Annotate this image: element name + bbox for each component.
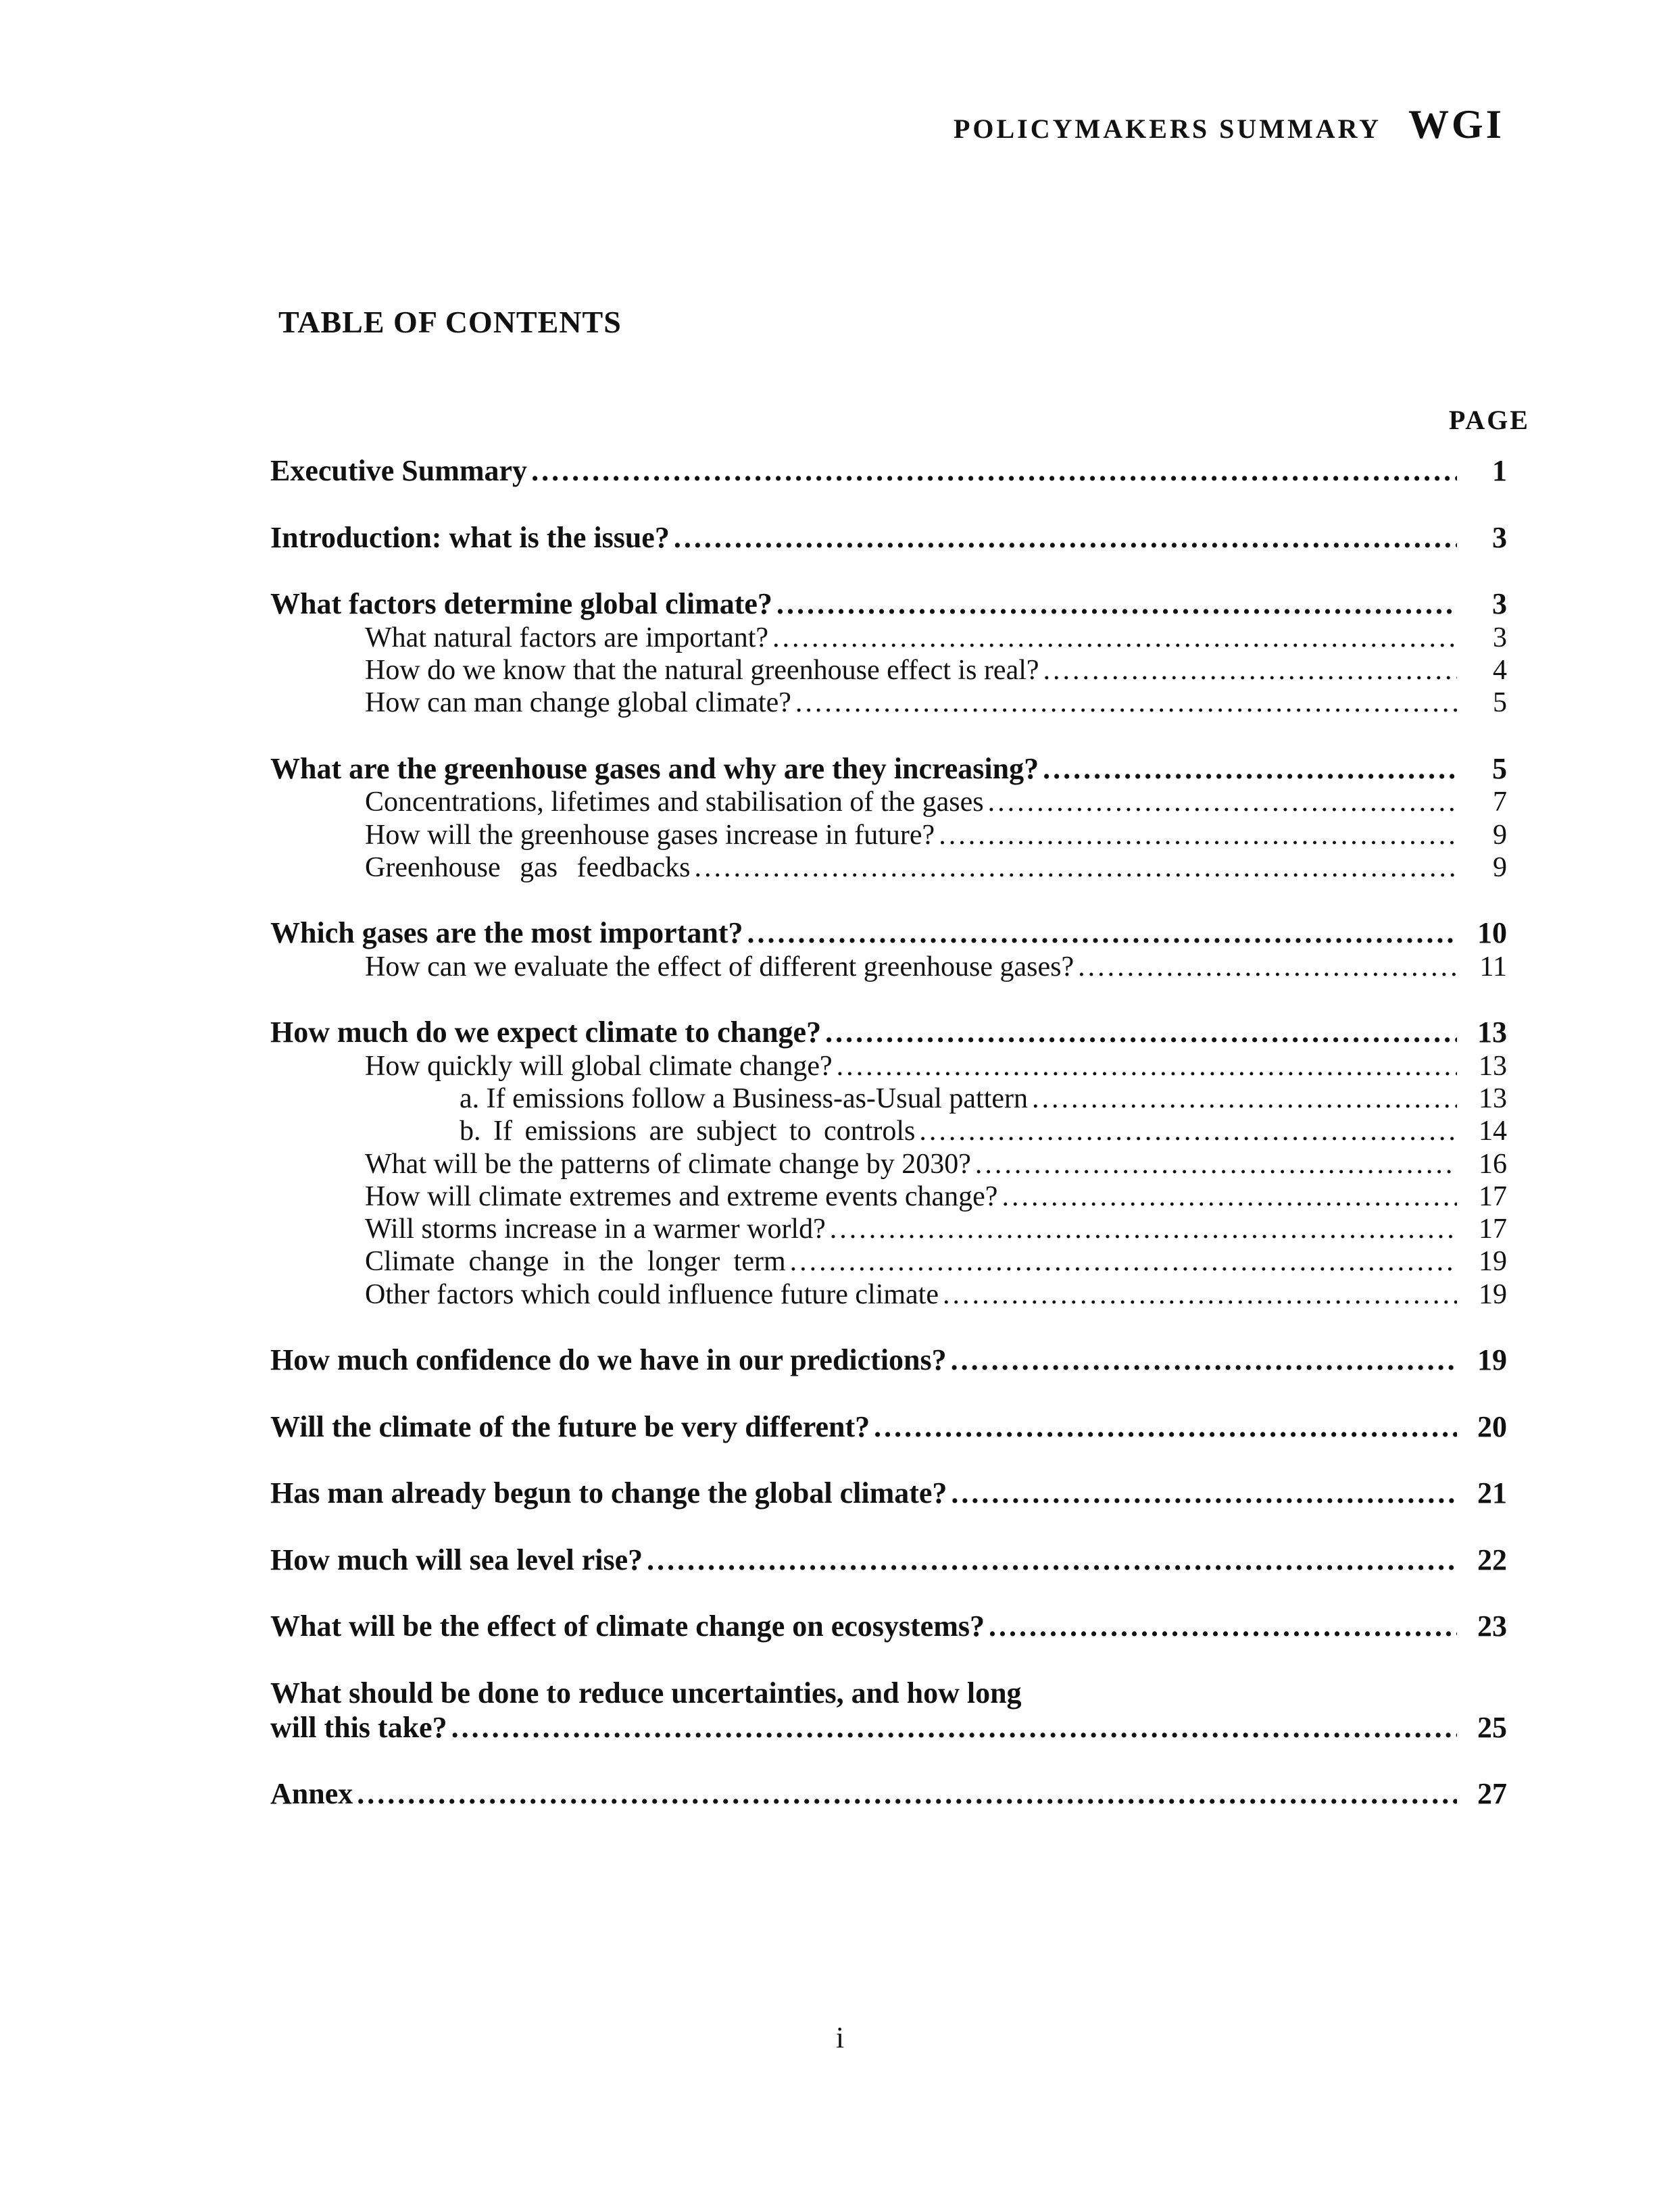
dot-leader xyxy=(951,1343,1457,1378)
toc-entry-page: 13 xyxy=(1477,1016,1507,1049)
toc-subentry-title: How will climate extremes and extreme events change? xyxy=(365,1180,998,1212)
toc-subentry-other-factors[interactable] xyxy=(270,1278,1507,1311)
toc-entry-annex[interactable] xyxy=(270,1777,1507,1812)
dot-leader xyxy=(357,1777,1457,1812)
toc-entry-title: What are the greenhouse gases and why are they increasing? xyxy=(270,751,1039,785)
toc-entry-page: 22 xyxy=(1477,1543,1507,1576)
dot-leader xyxy=(772,622,1457,654)
toc-subentry-page: 4 xyxy=(1493,655,1507,687)
page-number: i xyxy=(835,2021,845,2054)
toc-entry-most-important-gases[interactable] xyxy=(270,916,1507,951)
toc-subentry-title: How will the greenhouse gases increase in future? xyxy=(365,819,935,851)
toc-subentry-page: 11 xyxy=(1479,951,1507,982)
toc-entry-confidence[interactable] xyxy=(270,1343,1507,1378)
toc-entry-sea-level[interactable] xyxy=(270,1543,1507,1578)
toc-subentry-natural-factors[interactable] xyxy=(270,622,1507,654)
dot-leader xyxy=(451,1711,1457,1745)
toc-entry-title: Which gases are the most important? xyxy=(270,916,743,950)
dot-leader xyxy=(647,1543,1457,1578)
toc-subentry-page: 3 xyxy=(1493,622,1507,653)
toc-subentry-how-quickly[interactable] xyxy=(270,1050,1507,1082)
toc-subentry-page: 19 xyxy=(1479,1278,1507,1310)
dot-leader xyxy=(531,454,1457,489)
toc-subentry-page: 5 xyxy=(1493,687,1507,719)
dot-leader xyxy=(919,1115,1457,1147)
toc-subentry-title: How can we evaluate the effect of different greenhouse gases? xyxy=(365,951,1074,982)
toc-subentry-title: a. If emissions follow a Business-as-Usual pattern xyxy=(460,1082,1029,1114)
page-column-label: PAGE xyxy=(1448,405,1530,435)
running-header-code: WGI xyxy=(1408,102,1504,147)
dot-leader xyxy=(747,916,1457,951)
toc-entry-title-line1: What should be done to reduce uncertainties, and how long xyxy=(270,1676,1022,1710)
toc-subentry-business-as-usual[interactable] xyxy=(270,1082,1507,1115)
dot-leader xyxy=(694,851,1457,884)
dot-leader xyxy=(776,587,1457,622)
toc-entry-expect-climate-change[interactable] xyxy=(270,1016,1507,1050)
toc-entry-page: 20 xyxy=(1477,1410,1507,1443)
toc-subentry-longer-term[interactable] xyxy=(270,1245,1507,1278)
toc-entry-page: 21 xyxy=(1477,1476,1507,1510)
toc-entry-page: 3 xyxy=(1492,520,1507,554)
toc-entry-page: 3 xyxy=(1492,587,1507,621)
toc-subentry-evaluate-effect[interactable] xyxy=(270,951,1507,983)
dot-leader xyxy=(1043,654,1457,687)
dot-leader xyxy=(1078,951,1457,983)
toc-entry-title: Executive Summary xyxy=(270,454,528,487)
toc-entry-introduction[interactable] xyxy=(270,521,1507,555)
toc-subentry-storms-increase[interactable] xyxy=(270,1213,1507,1245)
dot-leader xyxy=(1043,752,1457,787)
dot-leader xyxy=(1002,1180,1457,1213)
toc-subentry-title: Will storms increase in a warmer world? xyxy=(365,1214,826,1245)
toc-entry-page: 10 xyxy=(1477,916,1507,950)
toc-subentry-page: 17 xyxy=(1479,1214,1507,1245)
toc-entry-page: 23 xyxy=(1477,1610,1507,1643)
toc-subentry-page: 16 xyxy=(1479,1148,1507,1180)
toc-subentry-title: How do we know that the natural greenhouse effect is real? xyxy=(365,655,1039,687)
toc-subentry-title: What will be the patterns of climate change by 2030? xyxy=(365,1148,971,1180)
running-header xyxy=(954,101,1504,148)
toc-subentry-gas-feedbacks[interactable] xyxy=(270,851,1507,884)
toc-entry-title: What will be the effect of climate change on ecosystems? xyxy=(270,1610,985,1643)
toc-subentry-page: 9 xyxy=(1493,851,1507,883)
toc-entry-title-line2-row xyxy=(270,1711,1507,1745)
toc-subentry-title: Concentrations, lifetimes and stabilisation of the gases xyxy=(365,787,984,818)
toc-entry-title-line2: will this take? xyxy=(270,1710,447,1744)
toc-subentry-title: How can man change global climate? xyxy=(365,687,791,719)
toc-entry-page: 5 xyxy=(1492,751,1507,785)
dot-leader xyxy=(975,1148,1457,1180)
toc-subentry-page: 13 xyxy=(1479,1082,1507,1114)
dot-leader xyxy=(830,1213,1457,1245)
toc-entry-title: How much do we expect climate to change? xyxy=(270,1016,822,1049)
toc-entry-title: Has man already begun to change the global climate? xyxy=(270,1476,947,1510)
toc-subentry-title: How quickly will global climate change? xyxy=(365,1050,833,1082)
toc-entry-page: 1 xyxy=(1492,454,1507,487)
toc-subentry-title: b. If emissions are subject to controls xyxy=(460,1116,916,1147)
toc-entry-reduce-uncertainties[interactable] xyxy=(270,1676,1507,1745)
toc-subentry-title: What natural factors are important? xyxy=(365,622,769,653)
toc-entry-man-begun[interactable] xyxy=(270,1476,1507,1511)
toc-entry-future-different[interactable] xyxy=(270,1410,1507,1445)
toc-subentry-title: Greenhouse gas feedbacks xyxy=(365,851,691,883)
toc-subentry-page: 7 xyxy=(1493,787,1507,818)
toc-subentry-title: Climate change in the longer term xyxy=(365,1246,786,1278)
toc-entry-greenhouse-gases[interactable] xyxy=(270,752,1507,787)
toc-title: TABLE OF CONTENTS xyxy=(278,305,622,339)
dot-leader xyxy=(943,1278,1457,1311)
toc-subentry-concentrations[interactable] xyxy=(270,786,1507,818)
toc-entry-title: Introduction: what is the issue? xyxy=(270,520,670,554)
toc-subentry-page: 9 xyxy=(1493,819,1507,851)
toc-entry-ecosystems[interactable] xyxy=(270,1610,1507,1644)
dot-leader xyxy=(951,1476,1457,1511)
toc-entry-title: How much confidence do we have in our predictions? xyxy=(270,1343,947,1377)
toc-subentry-greenhouse-effect-real[interactable] xyxy=(270,654,1507,687)
toc-entry-page: 25 xyxy=(1477,1710,1507,1744)
toc-subentry-gases-increase-future[interactable] xyxy=(270,819,1507,851)
toc-subentry-man-change-climate[interactable] xyxy=(270,687,1507,719)
dot-leader xyxy=(837,1050,1457,1082)
toc-subentry-page: 14 xyxy=(1479,1116,1507,1147)
dot-leader xyxy=(674,521,1457,555)
toc-entry-title: What factors determine global climate? xyxy=(270,587,772,621)
dot-leader xyxy=(939,819,1457,851)
toc-entry-executive-summary[interactable] xyxy=(270,454,1507,489)
toc-subentry-subject-to-controls[interactable] xyxy=(270,1115,1507,1147)
running-header-label: POLICYMAKERS SUMMARY xyxy=(953,114,1381,144)
dot-leader xyxy=(790,1245,1457,1278)
toc-subentry-extreme-events[interactable] xyxy=(270,1180,1507,1213)
toc-subentry-page: 13 xyxy=(1479,1050,1507,1082)
toc-entry-title: How much will sea level rise? xyxy=(270,1543,643,1576)
dot-leader xyxy=(1032,1082,1457,1115)
toc-entry-page: 19 xyxy=(1477,1343,1507,1377)
toc-subentry-page: 19 xyxy=(1479,1246,1507,1278)
toc-entry-title: Annex xyxy=(270,1777,353,1811)
dot-leader xyxy=(989,1610,1457,1644)
dot-leader xyxy=(825,1016,1457,1050)
toc-subentry-page: 17 xyxy=(1479,1180,1507,1212)
toc-subentry-patterns-2030[interactable] xyxy=(270,1148,1507,1180)
dot-leader xyxy=(988,786,1457,818)
table-of-contents xyxy=(270,454,1507,1812)
toc-entry-factors-global-climate[interactable] xyxy=(270,587,1507,622)
toc-subentry-title: Other factors which could influence future climate xyxy=(365,1278,939,1310)
dot-leader xyxy=(874,1410,1457,1445)
toc-entry-page: 27 xyxy=(1477,1777,1507,1811)
dot-leader xyxy=(795,687,1457,719)
toc-entry-title: Will the climate of the future be very different? xyxy=(270,1410,870,1443)
